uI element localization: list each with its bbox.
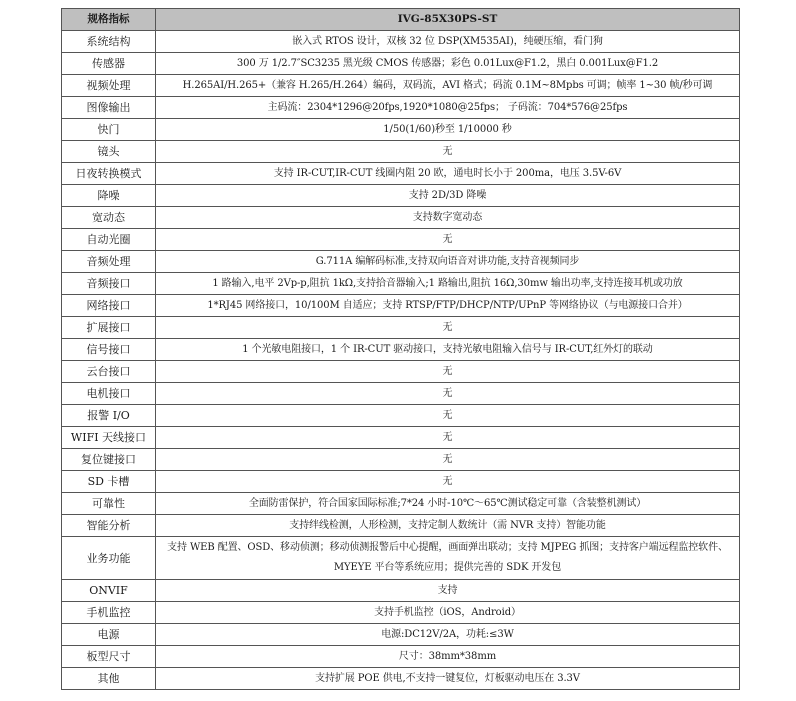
row-label: SD 卡槽 bbox=[62, 471, 156, 493]
row-value: 支持 IR-CUT,IR-CUT 线圈内阻 20 欧，通电时长小于 200ma，电压 3.5V-6V bbox=[156, 163, 740, 185]
row-value: 无 bbox=[156, 361, 740, 383]
table-row bbox=[62, 580, 740, 602]
row-value: 1/50(1/60)秒至 1/10000 秒 bbox=[156, 119, 740, 141]
table-row bbox=[62, 493, 740, 515]
row-value: 300 万 1/2.7″SC3235 黑光级 CMOS 传感器；彩色 0.01Lux@F1.2，黑白 0.001Lux@F1.2 bbox=[156, 53, 740, 75]
row-label: 电机接口 bbox=[62, 383, 156, 405]
row-label: 宽动态 bbox=[62, 207, 156, 229]
row-label: 信号接口 bbox=[62, 339, 156, 361]
table-row bbox=[62, 602, 740, 624]
row-value: 无 bbox=[156, 141, 740, 163]
table-row bbox=[62, 273, 740, 295]
table-row bbox=[62, 75, 740, 97]
table-row bbox=[62, 163, 740, 185]
row-value: 尺寸：38mm*38mm bbox=[156, 646, 740, 668]
row-value: 全面防雷保护，符合国家国际标准;7*24 小时-10℃～65℃测试稳定可靠（含装整机测试） bbox=[156, 493, 740, 515]
row-value: 1*RJ45 网络接口，10/100M 自适应；支持 RTSP/FTP/DHCP/NTP/UPnP 等网络协议（与电源接口合并） bbox=[156, 295, 740, 317]
row-value: G.711A 编解码标准,支持双向语音对讲功能,支持音视频同步 bbox=[156, 251, 740, 273]
row-label: 网络接口 bbox=[62, 295, 156, 317]
table-row bbox=[62, 668, 740, 690]
row-value: 1 个光敏电阻接口，1 个 IR-CUT 驱动接口，支持光敏电阻输入信号与 IR-CUT,红外灯的联动 bbox=[156, 339, 740, 361]
row-value: 电源:DC12V/2A，功耗:≤3W bbox=[156, 624, 740, 646]
row-label: 云台接口 bbox=[62, 361, 156, 383]
table-row bbox=[62, 624, 740, 646]
row-value: 无 bbox=[156, 449, 740, 471]
row-value: 无 bbox=[156, 427, 740, 449]
row-value: 无 bbox=[156, 383, 740, 405]
table-row bbox=[62, 207, 740, 229]
table-row bbox=[62, 185, 740, 207]
row-value: 1 路输入,电平 2Vp-p,阻抗 1kΩ,支持拾音器输入;1 路输出,阻抗 16Ω,30mw 输出功率,支持连接耳机或功放 bbox=[156, 273, 740, 295]
table-row bbox=[62, 515, 740, 537]
row-label: 快门 bbox=[62, 119, 156, 141]
row-value: 无 bbox=[156, 317, 740, 339]
row-label: 报警 I/O bbox=[62, 405, 156, 427]
table-row bbox=[62, 427, 740, 449]
row-label: 图像输出 bbox=[62, 97, 156, 119]
table-row bbox=[62, 31, 740, 53]
row-label: 电源 bbox=[62, 624, 156, 646]
header-row bbox=[62, 9, 740, 31]
table-row bbox=[62, 449, 740, 471]
spec-table bbox=[61, 8, 740, 690]
table-row bbox=[62, 339, 740, 361]
row-label: 降噪 bbox=[62, 185, 156, 207]
row-value: 支持 WEB 配置、OSD、移动侦测；移动侦测报警后中心提醒，画面弹出联动；支持 MJPEG 抓图；支持客户端远程监控软件、MYEYE 平台等系统应用；提供完善的 SDK 开发包 bbox=[156, 537, 740, 580]
row-label: 复位键接口 bbox=[62, 449, 156, 471]
row-label: 扩展接口 bbox=[62, 317, 156, 339]
row-label: 音频接口 bbox=[62, 273, 156, 295]
table-row bbox=[62, 251, 740, 273]
row-value: 主码流：2304*1296@20fps,1920*1080@25fps； 子码流：704*576@25fps bbox=[156, 97, 740, 119]
row-value: 支持手机监控（iOS，Android） bbox=[156, 602, 740, 624]
row-value: 无 bbox=[156, 471, 740, 493]
table-row bbox=[62, 317, 740, 339]
row-label: 手机监控 bbox=[62, 602, 156, 624]
row-label: 可靠性 bbox=[62, 493, 156, 515]
table-row bbox=[62, 361, 740, 383]
header-model-name: IVG-85X30PS-ST bbox=[156, 9, 740, 31]
table-row bbox=[62, 405, 740, 427]
table-row bbox=[62, 97, 740, 119]
table-row bbox=[62, 383, 740, 405]
header-spec-label: 规格指标 bbox=[62, 9, 156, 31]
table-row bbox=[62, 537, 740, 580]
row-label: 自动光圈 bbox=[62, 229, 156, 251]
row-value: 支持 2D/3D 降噪 bbox=[156, 185, 740, 207]
table-row bbox=[62, 295, 740, 317]
row-value: 支持数字宽动态 bbox=[156, 207, 740, 229]
row-label: 日夜转换模式 bbox=[62, 163, 156, 185]
row-label: 音频处理 bbox=[62, 251, 156, 273]
table-row bbox=[62, 53, 740, 75]
table-row bbox=[62, 141, 740, 163]
row-label: 业务功能 bbox=[62, 537, 156, 580]
row-value: 支持扩展 POE 供电,不支持一键复位，灯板驱动电压在 3.3V bbox=[156, 668, 740, 690]
row-value: 无 bbox=[156, 405, 740, 427]
table-row bbox=[62, 119, 740, 141]
row-label: 视频处理 bbox=[62, 75, 156, 97]
row-value: 支持绊线检测，人形检测，支持定制人数统计（需 NVR 支持）智能功能 bbox=[156, 515, 740, 537]
table-row bbox=[62, 471, 740, 493]
row-label: 镜头 bbox=[62, 141, 156, 163]
table-row bbox=[62, 229, 740, 251]
row-label: WIFI 天线接口 bbox=[62, 427, 156, 449]
table-row bbox=[62, 646, 740, 668]
spec-table-body bbox=[62, 31, 740, 690]
row-label: 系统结构 bbox=[62, 31, 156, 53]
row-label: 其他 bbox=[62, 668, 156, 690]
row-label: 板型尺寸 bbox=[62, 646, 156, 668]
row-label: 智能分析 bbox=[62, 515, 156, 537]
row-value: 无 bbox=[156, 229, 740, 251]
row-label: ONVIF bbox=[62, 580, 156, 602]
row-label: 传感器 bbox=[62, 53, 156, 75]
row-value: 嵌入式 RTOS 设计，双核 32 位 DSP(XM535AI)，纯硬压缩，看门狗 bbox=[156, 31, 740, 53]
row-value: H.265AI/H.265+（兼容 H.265/H.264）编码，双码流，AVI 格式；码流 0.1M~8Mpbs 可调；帧率 1~30 帧/秒可调 bbox=[156, 75, 740, 97]
row-value: 支持 bbox=[156, 580, 740, 602]
